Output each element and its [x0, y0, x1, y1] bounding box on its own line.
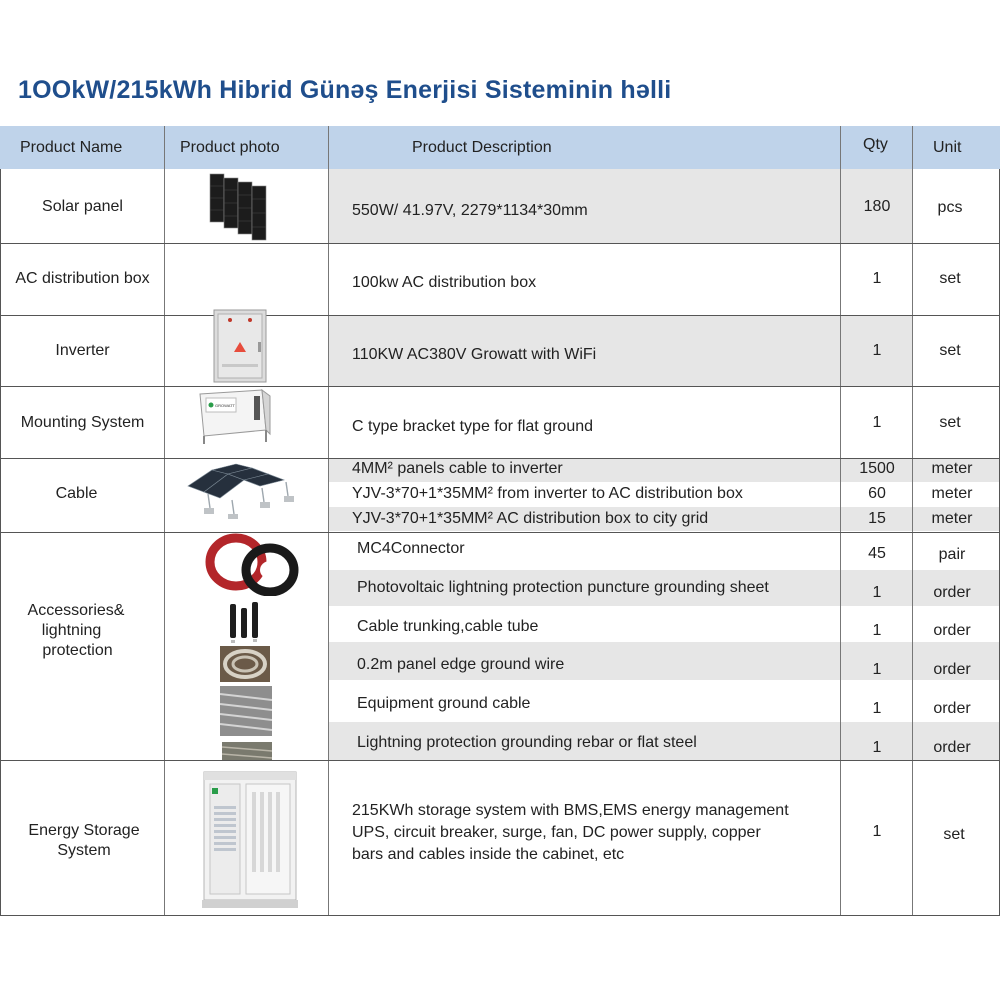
row-accessory-qty: 1 — [872, 622, 882, 639]
row-accessory-desc: Lightning protection grounding rebar or flat steel — [357, 734, 697, 751]
row-storage-desc: bars and cables inside the cabinet, etc — [352, 846, 625, 863]
row-storage-desc: 215KWh storage system with BMS,EMS energy management — [352, 802, 789, 819]
row-storage-desc: UPS, circuit breaker, surge, fan, DC power supply, copper — [352, 824, 761, 841]
row-accessory-qty: 1 — [872, 700, 882, 717]
row-accessories-name: protection — [42, 642, 113, 659]
inverter-logo-text: GROWATT — [215, 403, 235, 408]
row-accessory-qty: 1 — [872, 739, 882, 756]
row-cable-name: Cable — [55, 485, 98, 502]
row-accessory-desc: 0.2m panel edge ground wire — [357, 656, 565, 673]
grid-line — [0, 243, 1000, 244]
row-storage-unit: set — [943, 826, 965, 843]
grid-line — [328, 126, 329, 916]
row-storage-qty: 1 — [872, 823, 882, 840]
row-inverter-qty: 1 — [872, 342, 882, 359]
grid-line — [0, 458, 1000, 459]
row-solar-unit: pcs — [937, 199, 963, 216]
row-storage-name: Energy Storage — [28, 822, 140, 839]
row-accessories-name: lightning — [41, 622, 102, 639]
row-solar-qty: 180 — [863, 198, 891, 215]
energy-storage-photo — [198, 766, 302, 912]
row-accessory-qty: 45 — [868, 545, 886, 562]
header-qty: Qty — [863, 136, 888, 153]
row-inverter-name: Inverter — [55, 342, 110, 359]
row-cable-item-qty: 1500 — [859, 460, 895, 477]
row-accessory-unit: order — [933, 739, 971, 756]
cable-coil-photo — [204, 532, 300, 596]
row-storage-name: System — [57, 842, 111, 859]
row-accessories-name: Accessories& — [27, 602, 125, 619]
row-solar-desc: 550W/ 41.97V, 2279*1134*30mm — [352, 202, 588, 219]
grid-line — [0, 915, 1000, 916]
ground-wire-photo — [220, 686, 272, 736]
solar-panel-photo — [208, 172, 268, 242]
row-accessory-unit: pair — [938, 546, 966, 563]
row-accessory-desc: Equipment ground cable — [357, 695, 531, 712]
row-accessory-qty: 1 — [872, 584, 882, 601]
cable-tube-photo — [220, 646, 270, 682]
row-accessory-unit: order — [933, 700, 971, 717]
header-product-name: Product Name — [20, 139, 123, 156]
row-inverter-unit: set — [939, 342, 961, 359]
grid-line — [164, 126, 165, 916]
grid-line — [0, 315, 1000, 316]
mc4-connector-photo — [222, 600, 266, 644]
row-mounting-qty: 1 — [872, 414, 882, 431]
row-accessory-unit: order — [933, 584, 971, 601]
row-accessory-desc: Photovoltaic lightning protection puncture grounding sheet — [357, 579, 769, 596]
grounding-rebar-photo — [222, 742, 272, 760]
row-accessory-unit: order — [933, 622, 971, 639]
row-cable-item-unit: meter — [931, 485, 973, 502]
row-inverter-desc: 110KW AC380V Growatt with WiFi — [352, 346, 597, 363]
row-mounting-name: Mounting System — [20, 414, 145, 431]
header-product-description: Product Description — [412, 139, 552, 156]
row-accessory-desc: Cable trunking,cable tube — [357, 618, 539, 635]
row-acbox-desc: 100kw AC distribution box — [352, 274, 537, 291]
row-cable-item-desc: 4MM² panels cable to inverter — [352, 460, 563, 477]
inverter-photo — [192, 386, 272, 448]
grid-line — [0, 760, 1000, 761]
row-cable-item-desc: YJV-3*70+1*35MM² from inverter to AC distribution box — [352, 485, 743, 502]
row-accessory-qty: 1 — [872, 661, 882, 678]
mounting-array-photo — [182, 462, 306, 520]
row-acbox-qty: 1 — [872, 270, 882, 287]
header-product-photo: Product photo — [180, 139, 280, 156]
row-mounting-desc: C type bracket type for flat ground — [352, 418, 594, 435]
distribution-cabinet-photo — [210, 308, 270, 386]
row-cable-item-unit: meter — [931, 510, 973, 527]
row-acbox-name: AC distribution box — [15, 270, 150, 287]
page-title: 1OOkW/215kWh Hibrid Günəş Enerjisi Sisteminin həlli — [18, 76, 672, 104]
row-accessory-desc: MC4Connector — [357, 540, 465, 557]
row-cable-item-desc: YJV-3*70+1*35MM² AC distribution box to city grid — [352, 510, 709, 527]
row-acbox-unit: set — [939, 270, 961, 287]
row-cable-item-qty: 15 — [868, 510, 886, 527]
row-solar-name: Solar panel — [42, 198, 123, 215]
row-mounting-unit: set — [939, 414, 961, 431]
grid-line — [0, 532, 1000, 533]
header-unit: Unit — [933, 139, 962, 156]
grid-line — [0, 386, 1000, 387]
row-accessory-unit: order — [933, 661, 971, 678]
row-cable-item-unit: meter — [931, 460, 973, 477]
row-cable-item-qty: 60 — [868, 485, 886, 502]
